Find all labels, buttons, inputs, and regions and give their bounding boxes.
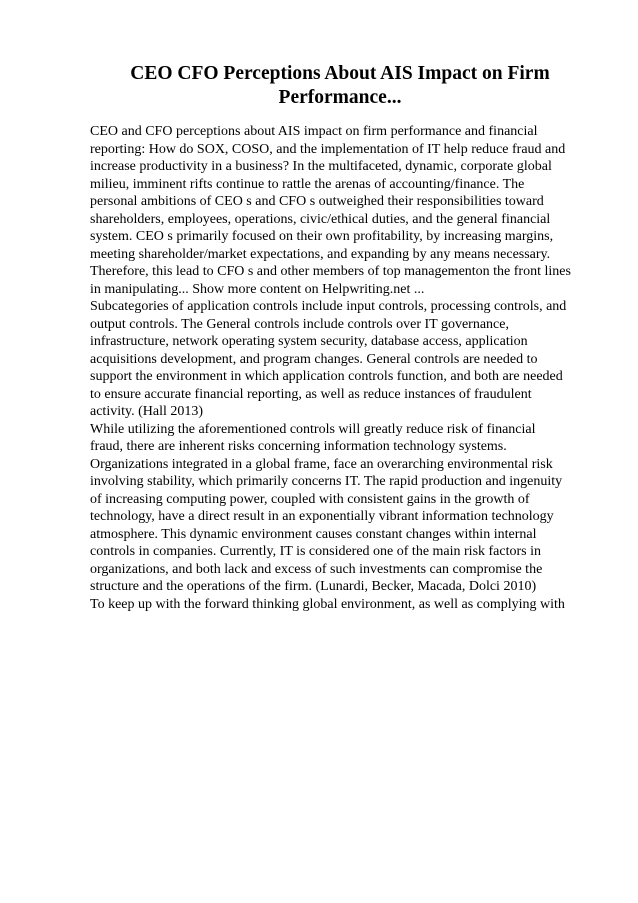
body-line: meeting shareholder/market expectations, and expanding by any means necessary.: [90, 246, 551, 262]
body-line: output controls. The General controls include controls over IT governance,: [90, 316, 509, 332]
body-line: reporting: How do SOX, COSO, and the implementation of IT help reduce fraud and: [90, 141, 566, 157]
body-line: infrastructure, network operating system security, database access, application: [90, 334, 528, 349]
body-line: involving stability, which primarily concerns IT. The rapid production and ingenuity: [90, 474, 563, 489]
body-line: technology, have a direct result in an exponentially vibrant information technology: [90, 509, 554, 524]
body-line: Therefore, this lead to CFO s and other members of top managementon the front lines: [90, 264, 571, 279]
title-line: CEO CFO Perceptions About AIS Impact on Firm: [130, 63, 550, 84]
body-line: organizations, and both lack and excess of such investments can compromise the: [90, 561, 543, 577]
document-body: [90, 123, 600, 613]
body-line: in manipulating... Show more content on Helpwriting.net ...: [90, 281, 425, 297]
body-line: structure and the operations of the firm. (Lunardi, Becker, Macada, Dolci 2010): [90, 579, 537, 594]
body-line: system. CEO s primarily focused on their own profitability, by increasing margins,: [90, 229, 554, 244]
body-line: increase productivity in a business? In the multifaceted, dynamic, corporate global: [90, 159, 552, 174]
body-line: support the environment in which application controls function, and both are needed: [90, 369, 563, 384]
body-line: to ensure accurate financial reporting, as well as reduce instances of fraudulent: [90, 386, 532, 402]
body-line: atmosphere. This dynamic environment causes constant changes within internal: [90, 526, 537, 542]
body-line: acquisitions development, and program changes. General controls are needed to: [90, 351, 538, 367]
body-line: shareholders, employees, operations, civic/ethical duties, and the general financial: [90, 211, 551, 227]
body-line: of increasing computing power, coupled with consistent gains in the growth of: [90, 491, 530, 507]
body-line: Subcategories of application controls include input controls, processing controls, and: [90, 299, 567, 314]
body-line: activity. (Hall 2013): [90, 404, 204, 419]
document-title: [90, 62, 590, 110]
body-line: fraud, there are inherent risks concerning information technology systems.: [90, 439, 507, 454]
body-line: personal ambitions of CEO s and CFO s outweighed their responsibilities toward: [90, 194, 544, 209]
body-line: Organizations integrated in a global frame, face an overarching environmental risk: [90, 456, 553, 472]
body-line: While utilizing the aforementioned controls will greatly reduce risk of financial: [90, 421, 536, 437]
title-line: Performance...: [278, 87, 402, 108]
body-line: controls in companies. Currently, IT is considered one of the main risk factors in: [90, 544, 542, 559]
body-line: milieu, imminent rifts continue to rattle the arenas of accounting/finance. The: [90, 176, 525, 192]
body-line: CEO and CFO perceptions about AIS impact on firm performance and financial: [90, 124, 538, 139]
body-line: To keep up with the forward thinking global environment, as well as complying with: [90, 596, 565, 612]
